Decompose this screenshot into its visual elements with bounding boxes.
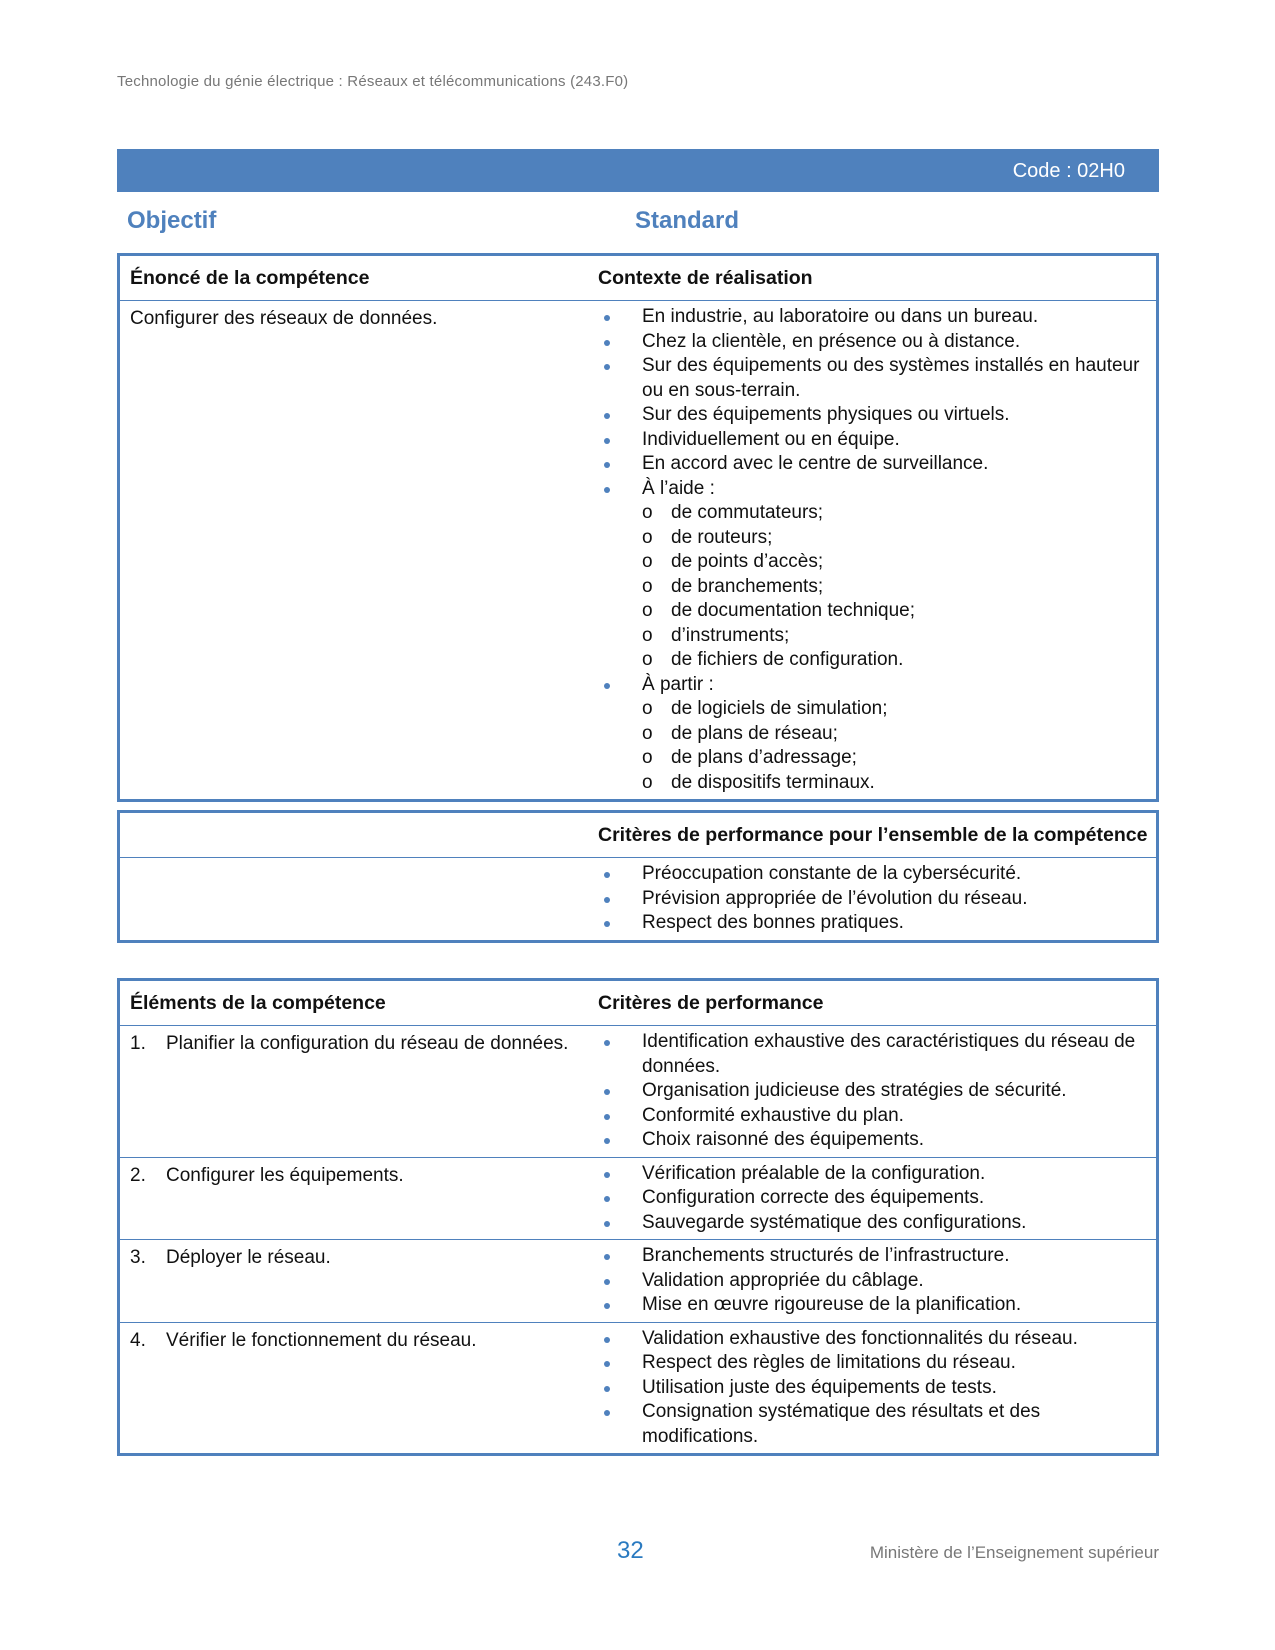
sub-item: o de commutateurs; — [598, 501, 1148, 526]
bullet-item: Sauvegarde systématique des configurations. — [598, 1211, 1148, 1236]
contexte-list — [598, 301, 1148, 799]
criteres-ensemble-header: Critères de performance pour l’ensemble de la compétence — [590, 812, 1158, 858]
table-row — [119, 1240, 1158, 1323]
bullet-item: Branchements structurés de l’infrastructure. — [598, 1244, 1148, 1269]
bullet-item: Configuration correcte des équipements. — [598, 1186, 1148, 1211]
element-text: Planifier la configuration du réseau de données. — [166, 1033, 569, 1054]
bullet-item: Organisation judicieuse des stratégies de sécurité. — [598, 1079, 1148, 1104]
element-text: Vérifier le fonctionnement du réseau. — [166, 1329, 477, 1351]
bullet-item: Sur des équipements physiques ou virtuels. — [598, 403, 1148, 428]
table-row — [119, 1026, 1158, 1158]
enonce-contexte-table — [117, 253, 1159, 802]
running-header: Technologie du génie électrique : Réseaux et télécommunications (243.F0) — [117, 73, 629, 90]
element-number: 1. — [130, 1033, 146, 1054]
sub-item: o de routeurs; — [598, 526, 1148, 551]
bullet-item: Mise en œuvre rigoureuse de la planification. — [598, 1293, 1148, 1318]
objectif-heading: Objectif — [127, 207, 217, 234]
bullet-item: Sur des équipements ou des systèmes installés en hauteur ou en sous-terrain. — [598, 354, 1148, 403]
elements-table — [117, 978, 1159, 1456]
element-number: 2. — [130, 1164, 146, 1186]
elements-header: Éléments de la compétence — [119, 980, 591, 1026]
bullet-item: Consignation systématique des résultats et des modifications. — [598, 1400, 1148, 1449]
bullet-item: À l’aide : — [598, 477, 1148, 502]
contexte-header: Contexte de réalisation — [590, 255, 1158, 301]
criteres-header: Critères de performance — [590, 980, 1158, 1026]
sub-item: o de plans de réseau; — [598, 722, 1148, 747]
bullet-item: Validation exhaustive des fonctionnalités du réseau. — [598, 1327, 1148, 1352]
sub-item: o de dispositifs terminaux. — [598, 771, 1148, 796]
bullet-item: Validation appropriée du câblage. — [598, 1269, 1148, 1294]
bullet-item: Préoccupation constante de la cybersécurité. — [598, 862, 1148, 887]
sub-item: o d’instruments; — [598, 624, 1148, 649]
sub-item: o de fichiers de configuration. — [598, 648, 1148, 673]
criteres-ensemble-table — [117, 810, 1159, 943]
criteres-ensemble-list — [598, 858, 1148, 940]
bullet-item: Vérification préalable de la configuration. — [598, 1162, 1148, 1187]
sub-item: o de points d’accès; — [598, 550, 1148, 575]
element-number: 4. — [130, 1329, 146, 1351]
element-text: Déployer le réseau. — [166, 1247, 331, 1268]
enonce-header: Énoncé de la compétence — [119, 255, 591, 301]
sub-item: o de branchements; — [598, 575, 1148, 600]
criteres-list — [598, 1158, 1148, 1240]
sub-item: o de plans d’adressage; — [598, 746, 1148, 771]
standard-heading: Standard — [635, 207, 740, 234]
bullet-item: Individuellement ou en équipe. — [598, 428, 1148, 453]
sub-item: o de documentation technique; — [598, 599, 1148, 624]
sub-item: o de logiciels de simulation; — [598, 697, 1148, 722]
bullet-item: Utilisation juste des équipements de tests. — [598, 1376, 1148, 1401]
enonce-text: Configurer des réseaux de données. — [119, 301, 591, 801]
bullet-item: En accord avec le centre de surveillance. — [598, 452, 1148, 477]
bullet-item: Prévision appropriée de l’évolution du réseau. — [598, 887, 1148, 912]
table-row — [119, 1322, 1158, 1455]
bullet-item: Chez la clientèle, en présence ou à distance. — [598, 330, 1148, 355]
element-number: 3. — [130, 1247, 146, 1268]
criteres-list — [598, 1026, 1148, 1157]
bullet-item: Conformité exhaustive du plan. — [598, 1104, 1148, 1129]
page-number: 32 — [617, 1537, 644, 1564]
bullet-item: En industrie, au laboratoire ou dans un bureau. — [598, 305, 1148, 330]
bullet-item: Identification exhaustive des caractéristiques du réseau de données. — [598, 1030, 1148, 1079]
element-text: Configurer les équipements. — [166, 1164, 404, 1186]
criteres-list — [598, 1323, 1148, 1454]
footer-ministry: Ministère de l’Enseignement supérieur — [869, 1543, 1159, 1562]
criteres-list — [598, 1240, 1148, 1322]
table-row — [119, 1157, 1158, 1240]
bullet-item: Respect des bonnes pratiques. — [598, 911, 1148, 936]
code-bar — [117, 149, 1159, 192]
competency-code: Code : 02H0 — [1012, 160, 1125, 182]
bullet-item: Respect des règles de limitations du réseau. — [598, 1351, 1148, 1376]
bullet-item: À partir : — [598, 673, 1148, 698]
bullet-item: Choix raisonné des équipements. — [598, 1128, 1148, 1153]
